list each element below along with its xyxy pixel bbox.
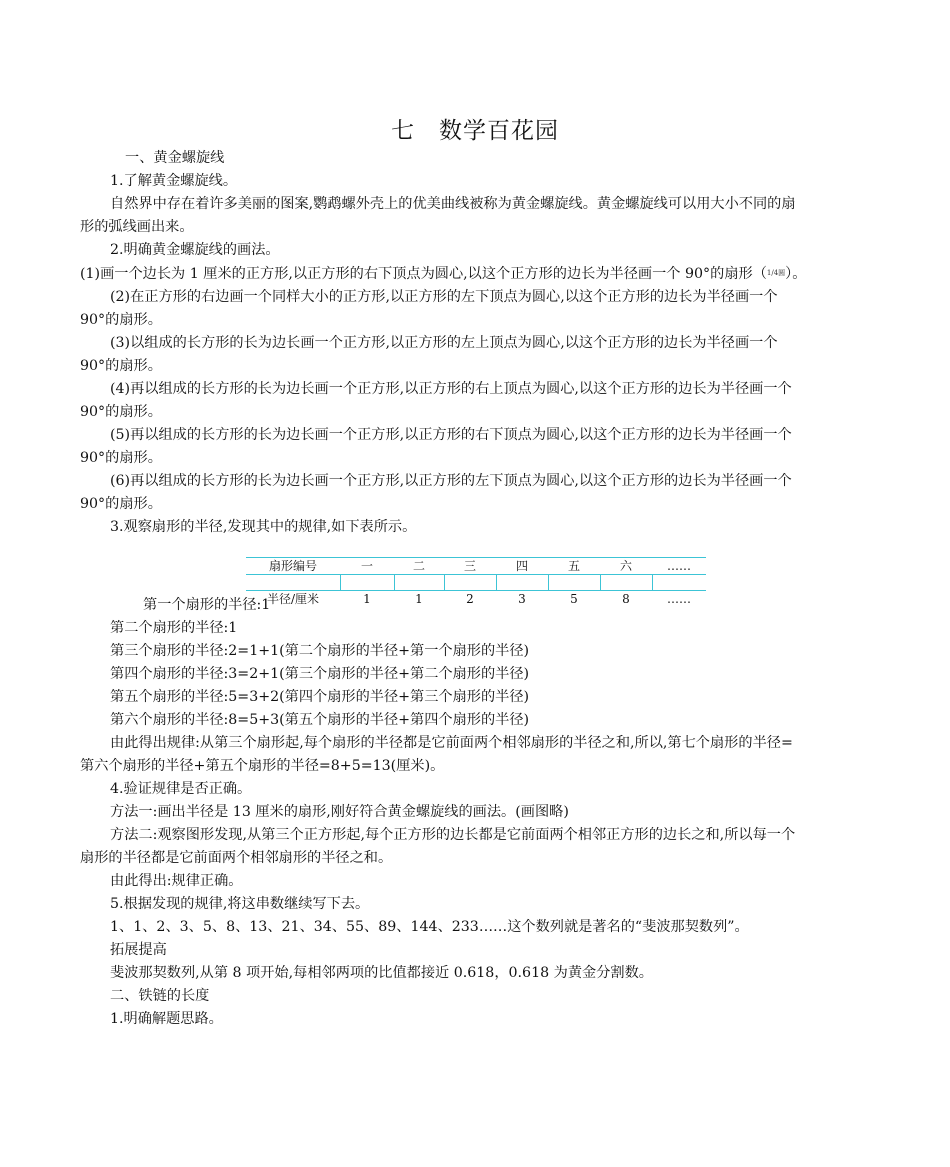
- table-divider: [340, 575, 341, 591]
- table-cell: 半径/厘米: [266, 592, 320, 606]
- radius-line: 第四个扇形的半径:3=2+1(第三个扇形的半径+第二个扇形的半径): [110, 666, 530, 682]
- paragraph: 5.根据发现的规律,将这串数继续写下去。: [110, 896, 370, 912]
- table-data-row: [246, 591, 706, 608]
- table-cell: ……: [667, 559, 691, 573]
- paragraph: 1.了解黄金螺旋线。: [110, 173, 238, 189]
- step-1-text: (1)画一个边长为 1 厘米的正方形,以正方形的右下顶点为圆心,以这个正方形的边长为半径画一个 90°的扇形（: [80, 266, 767, 282]
- step-5: (5)再以组成的长方形的长为边长画一个正方形,以正方形的右下顶点为圆心,以这个正方形的边长为半径画一个: [110, 427, 792, 443]
- table-divider: [600, 575, 601, 591]
- table-cell: 五: [567, 559, 580, 573]
- table-cell: 六: [619, 559, 632, 573]
- radius-line: 第五个扇形的半径:5=3+2(第四个扇形的半径+第三个扇形的半径): [110, 689, 530, 705]
- step-4: (4)再以组成的长方形的长为边长画一个正方形,以正方形的右上顶点为圆心,以这个正方形的边长为半径画一个: [110, 381, 792, 397]
- step-4-cont: 90°的扇形。: [80, 404, 162, 420]
- step-6: (6)再以组成的长方形的长为边长画一个正方形,以正方形的左下顶点为圆心,以这个正方形的边长为半径画一个: [110, 473, 792, 489]
- table-cell: 四: [515, 559, 528, 573]
- step-5-cont: 90°的扇形。: [80, 450, 162, 466]
- step-6-cont: 90°的扇形。: [80, 496, 162, 512]
- paragraph: 4.验证规律是否正确。: [110, 781, 252, 797]
- paragraph: 形的弧线画出来。: [80, 219, 194, 235]
- table-divider: [394, 575, 395, 591]
- table-cell: 2: [466, 592, 474, 606]
- extension-paragraph: 斐波那契数列,从第 8 项开始,每相邻两项的比值都接近 0.618，0.618 为黄金分割数。: [110, 965, 653, 981]
- table-divider: [444, 575, 445, 591]
- paragraph: 2.明确黄金螺旋线的画法。: [110, 242, 280, 258]
- table-divider: [496, 575, 497, 591]
- table-cell: 三: [463, 559, 476, 573]
- step-1-end: ）。: [785, 266, 807, 282]
- step-2-cont: 90°的扇形。: [80, 312, 162, 328]
- step-2: (2)在正方形的右边画一个同样大小的正方形,以正方形的左下顶点为圆心,以这个正方形的边长为半径画一个: [110, 289, 778, 305]
- step-3-cont: 90°的扇形。: [80, 358, 162, 374]
- table-cell: 扇形编号: [268, 559, 317, 573]
- extension-heading: 拓展提高: [110, 942, 167, 958]
- page-title: 七 数学百花园: [391, 118, 559, 144]
- table-header-row: [246, 558, 706, 575]
- table-cell: 5: [570, 592, 578, 606]
- table-cell: 一: [360, 559, 373, 573]
- fraction-quarter-circle: 1/4圆: [766, 269, 786, 277]
- conclusion-2: 由此得出:规律正确。: [110, 873, 243, 889]
- table-cell: 1: [363, 592, 371, 606]
- method-2: 方法二:观察图形发现,从第三个正方形起,每个正方形的边长都是它前面两个相邻正方形的边长之和,所以每一个: [110, 827, 796, 843]
- step-1: [80, 264, 806, 284]
- table-cell: ……: [667, 592, 691, 606]
- method-1: 方法一:画出半径是 13 厘米的扇形,刚好符合黄金螺旋线的画法。(画图略): [110, 804, 569, 820]
- table-cell: 二: [412, 559, 425, 573]
- step-3: (3)以组成的长方形的长为边长画一个正方形,以正方形的左上顶点为圆心,以这个正方形的边长为半径画一个: [110, 335, 778, 351]
- radius-line: 第三个扇形的半径:2=1+1(第二个扇形的半径+第一个扇形的半径): [110, 643, 530, 659]
- radius-table: [246, 557, 706, 606]
- table-cell: 3: [518, 592, 526, 606]
- section-heading-2: 二、铁链的长度: [110, 988, 210, 1004]
- paragraph: 自然界中存在着许多美丽的图案,鹦鹉螺外壳上的优美曲线被称为黄金螺旋线。黄金螺旋线可以用大小不同的扇: [110, 196, 796, 212]
- paragraph: 1.明确解题思路。: [110, 1011, 223, 1027]
- radius-line: 第二个扇形的半径:1: [110, 620, 238, 636]
- section-heading-1: 一、黄金螺旋线: [125, 150, 225, 166]
- conclusion: 由此得出规律:从第三个扇形起,每个扇形的半径都是它前面两个相邻扇形的半径之和,所以,第七个扇形的半径=: [110, 735, 793, 751]
- table-cell: 8: [622, 592, 630, 606]
- table-divider: [548, 575, 549, 591]
- paragraph: 3.观察扇形的半径,发现其中的规律,如下表所示。: [110, 519, 417, 535]
- radius-line: 第六个扇形的半径:8=5+3(第五个扇形的半径+第四个扇形的半径): [110, 712, 530, 728]
- radius-line: 第一个扇形的半径:1: [143, 597, 271, 613]
- conclusion-cont: 第六个扇形的半径+第五个扇形的半径=8+5=13(厘米)。: [80, 758, 445, 774]
- table-divider: [652, 575, 653, 591]
- fibonacci-sequence: 1、1、2、3、5、8、13、21、34、55、89、144、233……这个数列就是著名的“斐波那契数列”。: [110, 919, 749, 935]
- method-2-cont: 扇形的半径都是它前面两个相邻扇形的半径之和。: [80, 850, 393, 866]
- table-cell: 1: [415, 592, 423, 606]
